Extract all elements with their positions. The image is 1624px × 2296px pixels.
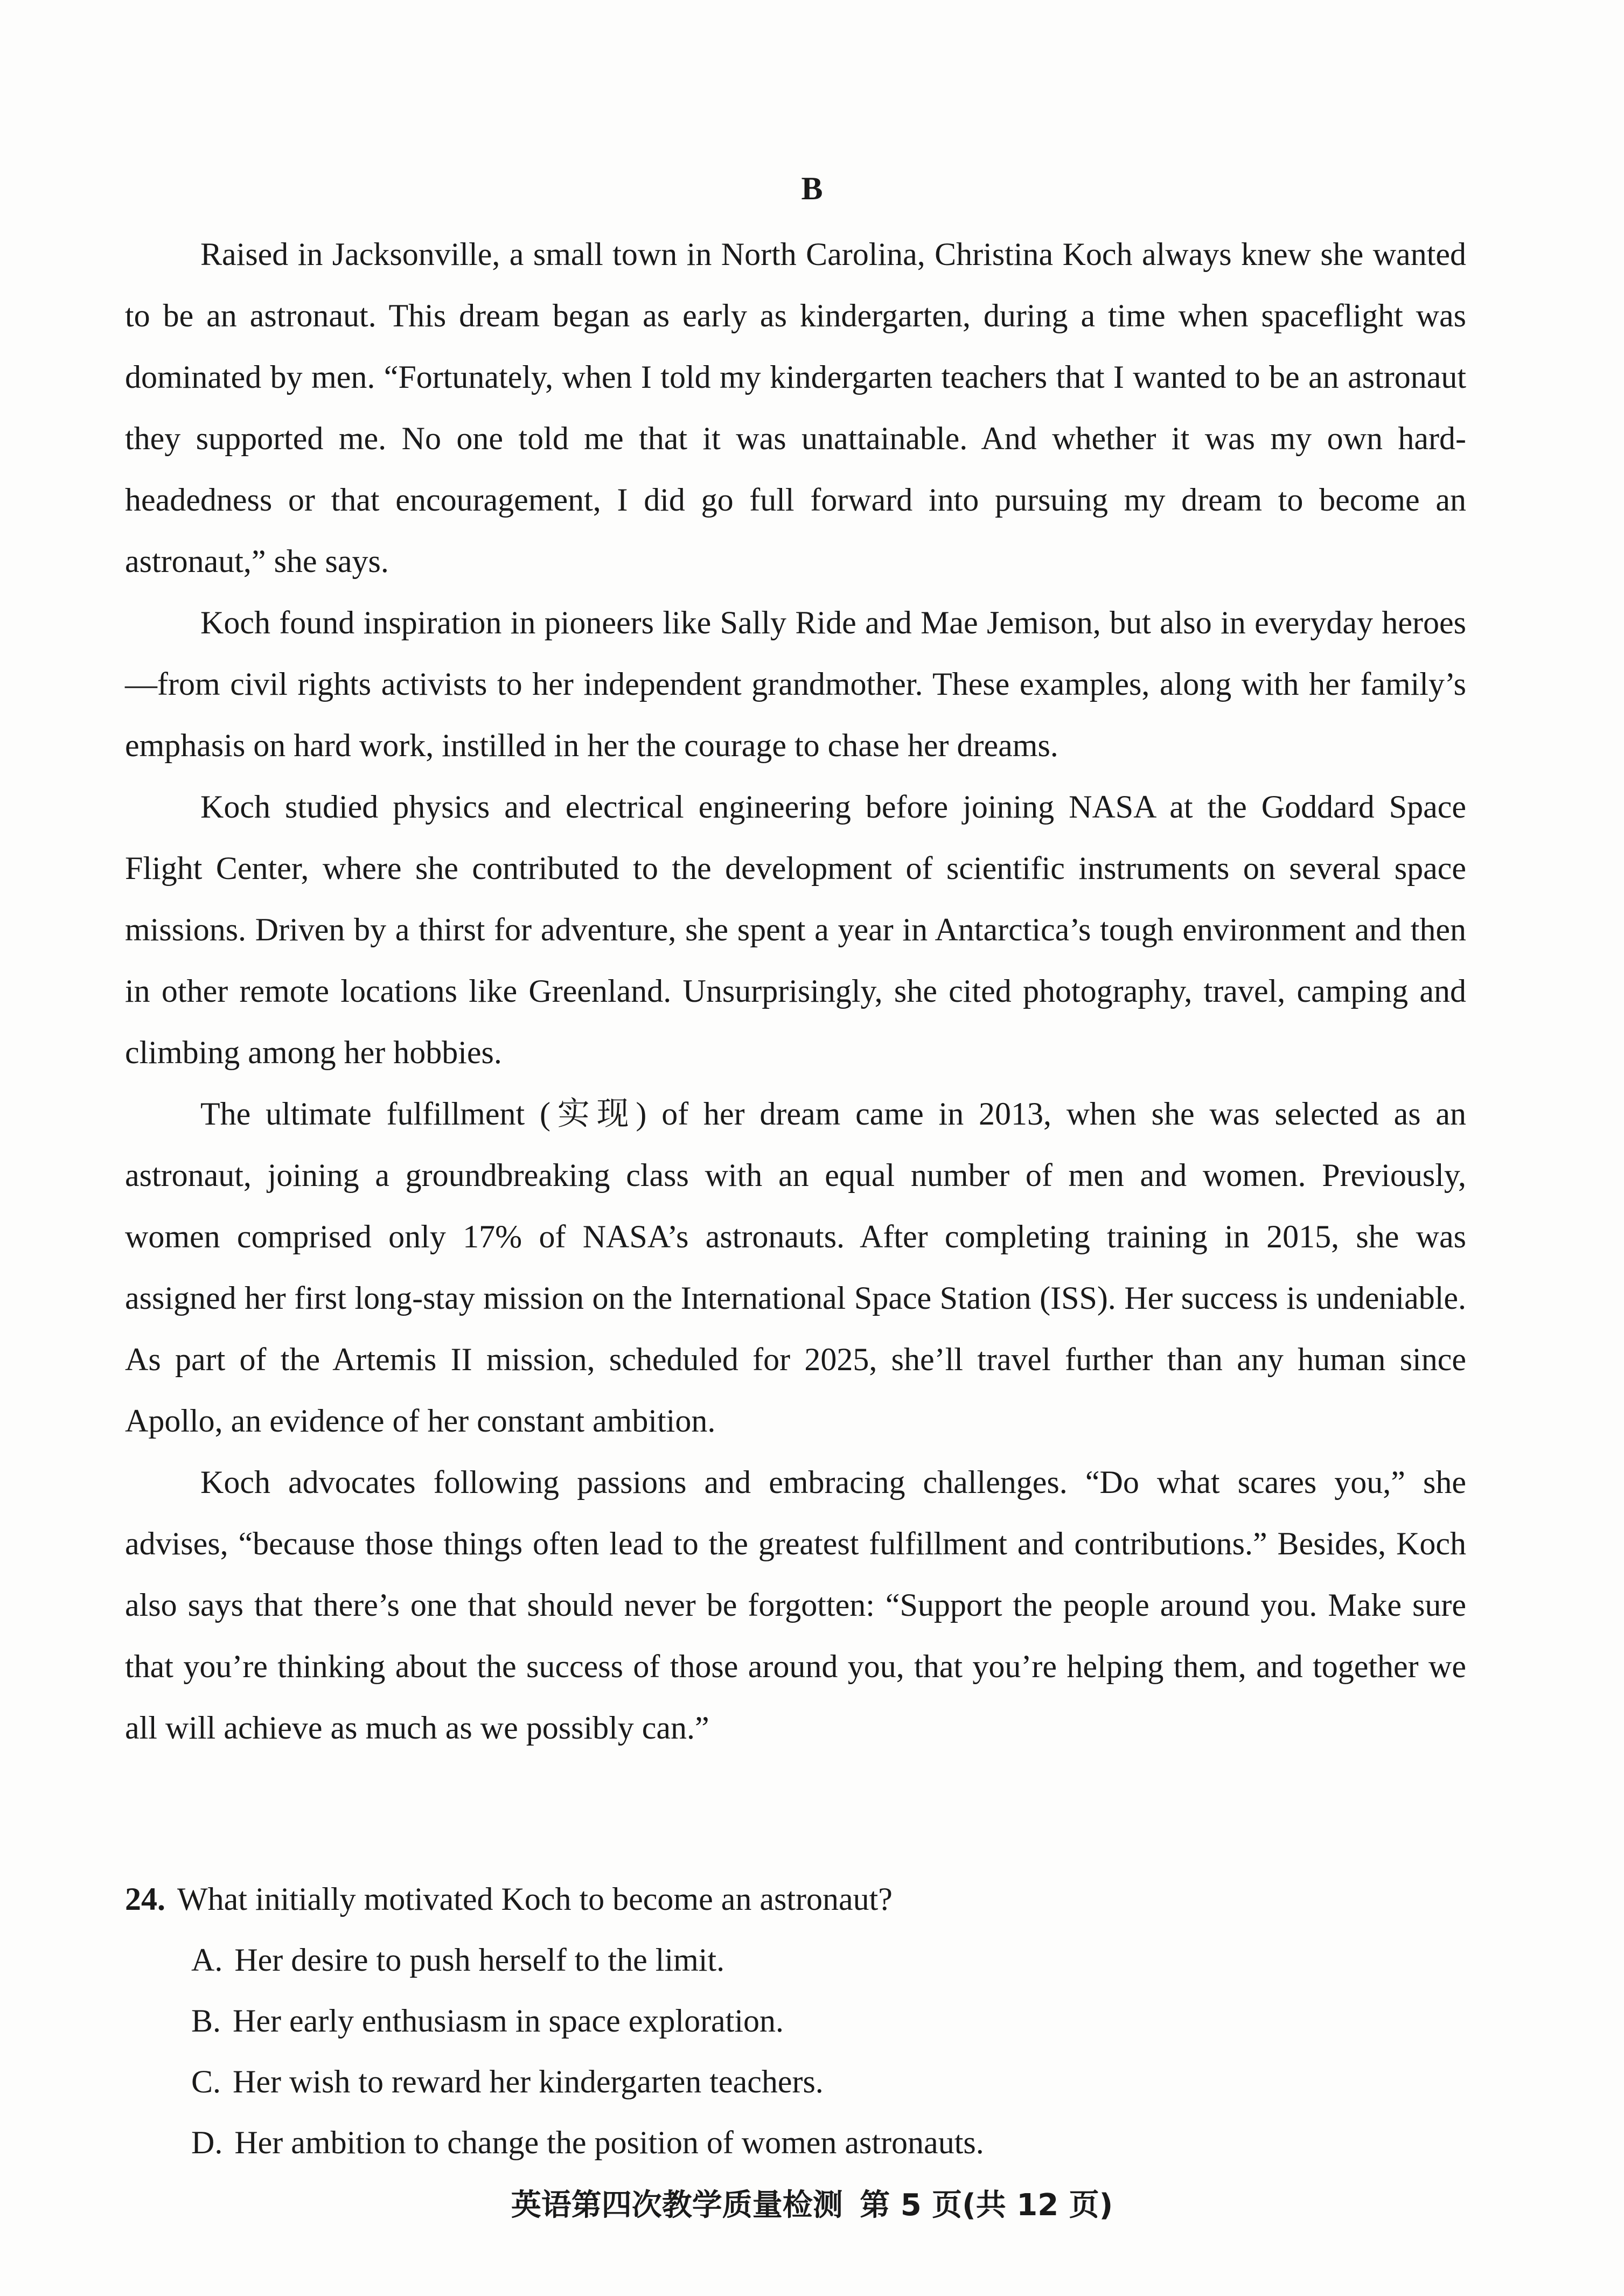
option-letter: C. xyxy=(191,2064,221,2099)
exam-title: 英语第四次教学质量检测 xyxy=(511,2188,843,2223)
option-letter: D. xyxy=(191,2125,223,2160)
question-text: What initially motivated Koch to become an astronaut? xyxy=(177,1881,893,1917)
passage-paragraph: Koch found inspiration in pioneers like Sally Ride and Mae Jemison, but also in everyday heroes—from civil rights activists to her independent grandmother. These examples, along with her family’s emphasis on hard work, instilled in her the courage to chase her dreams. xyxy=(125,605,1466,763)
question-number: 24. xyxy=(125,1881,165,1917)
option-letter: A. xyxy=(191,1942,223,1978)
passage-paragraph: Koch advocates following passions and embracing challenges. “Do what scares you,” she advises, “because those things often lead to the greatest fulfillment and contributions.” Besides, Koch also says that there’s one that should never be forgotten: “Support the people around you. Make sure that you’re thinking about the success of those around you, that you’re helping them, and together we all will achieve as much as we possibly can.” xyxy=(125,1464,1466,1746)
option-text: Her ambition to change the position of women astronauts. xyxy=(234,2125,984,2160)
question-24 xyxy=(125,1869,1466,2173)
reading-passage xyxy=(125,224,1466,1758)
answer-option-c[interactable] xyxy=(125,2051,1466,2112)
answer-option-a[interactable] xyxy=(125,1930,1466,1991)
answer-option-b[interactable] xyxy=(125,1991,1466,2051)
passage-paragraph: The ultimate fulfillment (实现) of her dream came in 2013, when she was selected as an astronaut, joining a groundbreaking class with an equal number of men and women. Previously, women comprised only 17% of NASA’s astronauts. After completing training in 2015, she was assigned her first long-stay mission on the International Space Station (ISS). Her success is undeniable. As part of the Artemis II mission, scheduled for 2025, she’ll travel further than any human since Apollo, an evidence of her constant ambition. xyxy=(125,1096,1466,1439)
passage-paragraph: Raised in Jacksonville, a small town in North Carolina, Christina Koch always knew she wanted to be an astronaut. This dream began as early as kindergarten, during a time when spaceflight was dominated by men. “Fortunately, when I told my kindergarten teachers that I wanted to be an astronaut they supported me. No one told me that it was unattainable. And whether it was my own hard-headedness or that encouragement, I did go full forward into pursuing my dream to become an astronaut,” she says. xyxy=(125,236,1466,579)
answer-option-d[interactable] xyxy=(125,2112,1466,2173)
option-text: Her desire to push herself to the limit. xyxy=(234,1942,725,1978)
section-heading: B xyxy=(801,171,823,206)
option-text: Her wish to reward her kindergarten teachers. xyxy=(233,2064,824,2099)
option-letter: B. xyxy=(191,2003,221,2039)
page-number: 第 5 页(共 12 页) xyxy=(860,2188,1113,2223)
passage-paragraph: Koch studied physics and electrical engineering before joining NASA at the Goddard Space Flight Center, where she contributed to the development of scientific instruments on several space missions. Driven by a thirst for adventure, she spent a year in Antarctica’s tough environment and then in other remote locations like Greenland. Unsurprisingly, she cited photography, travel, camping and climbing among her hobbies. xyxy=(125,789,1466,1070)
page-footer xyxy=(0,2184,1624,2227)
option-text: Her early enthusiasm in space exploration. xyxy=(233,2003,784,2039)
question-stem xyxy=(125,1869,1466,1930)
